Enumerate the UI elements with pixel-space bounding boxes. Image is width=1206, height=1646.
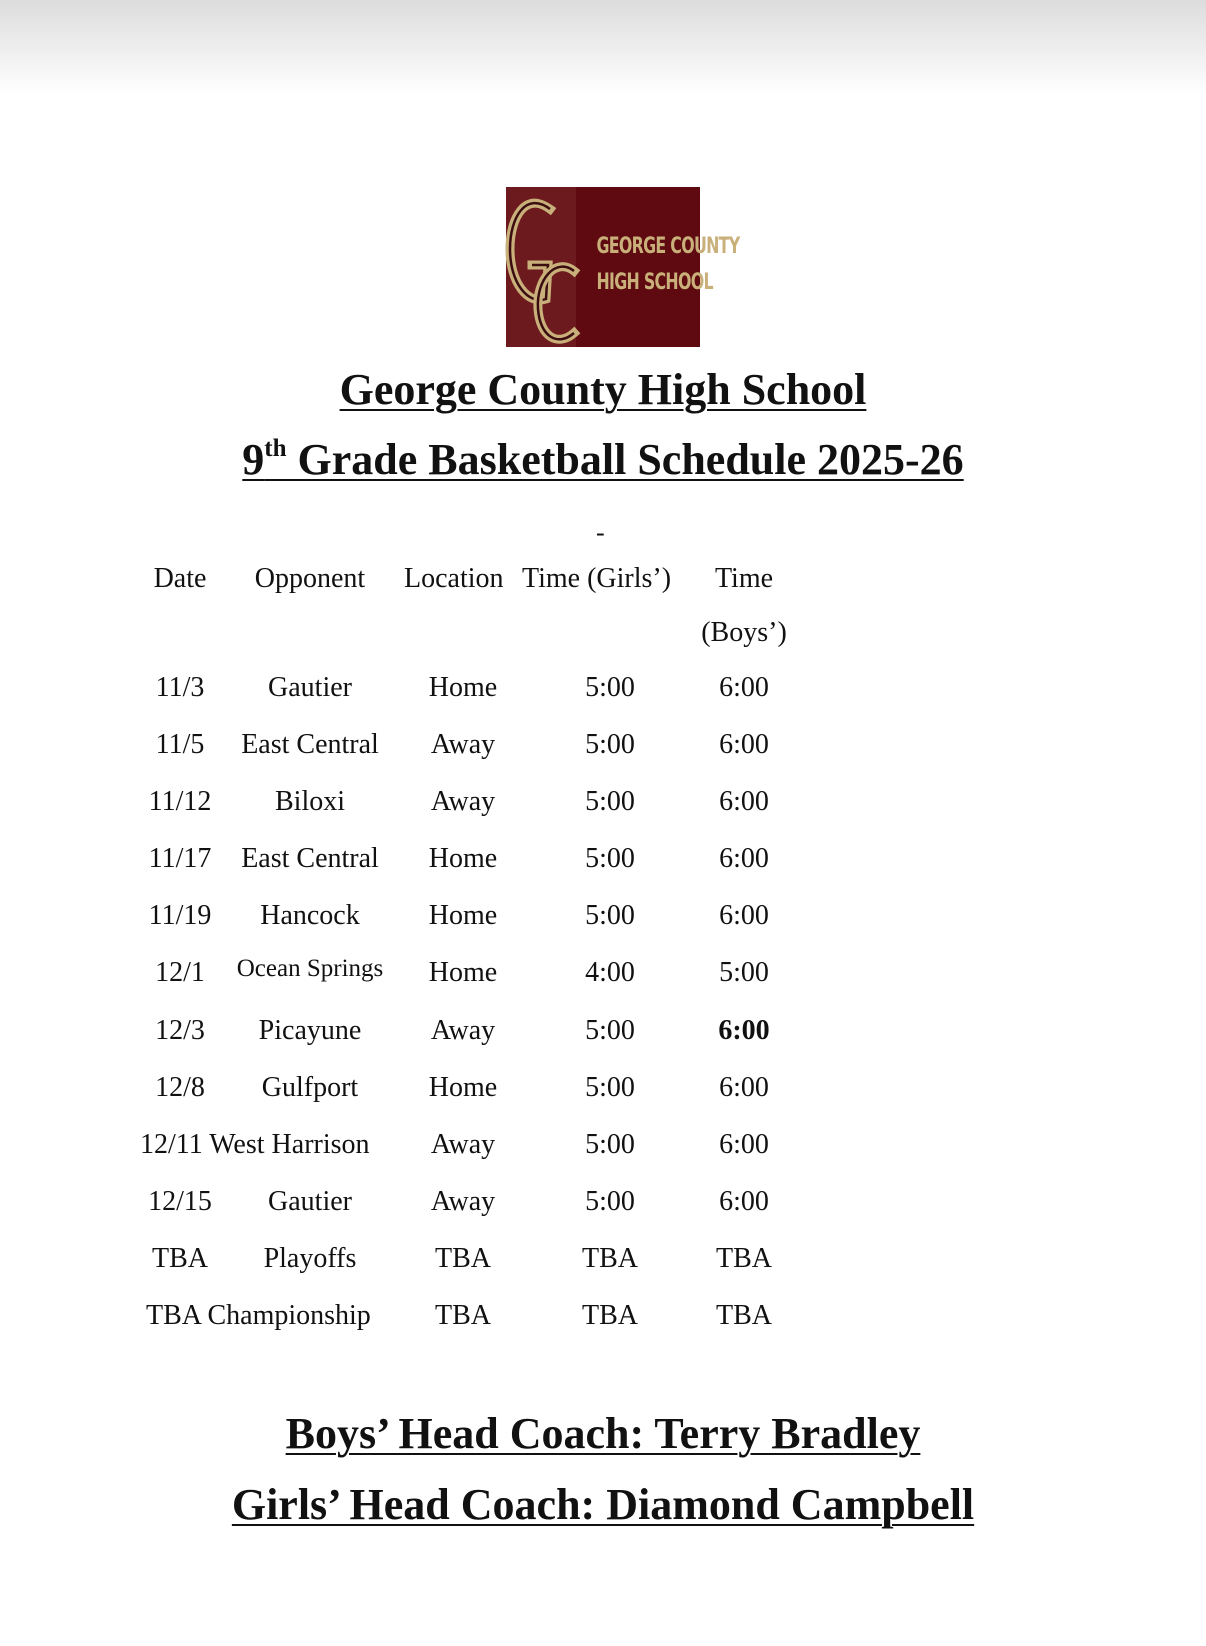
row-location: Home [428,672,498,703]
row-opponent: Ocean Springs [236,955,384,982]
grade-number: 9 [242,435,265,484]
row-opponent: East Central [241,843,379,874]
row-time-boys: 6:00 [718,1015,770,1046]
school-logo [506,187,740,347]
row-opponent: West Harrison [209,1129,370,1160]
row-location: Home [428,957,498,988]
row-time-girls: 5:00 [585,1129,635,1160]
row-location: Home [428,843,498,874]
header-time-boys-sub: (Boys’) [701,617,787,648]
row-time-girls: 5:00 [585,1072,635,1103]
row-time-boys: TBA [716,1243,772,1274]
row-date: 12/8 [155,1072,205,1103]
row-location: Home [428,1072,498,1103]
row-opponent: East Central [241,729,379,760]
grade-suffix: th [264,435,287,462]
row-location: TBA [435,1243,491,1274]
row-time-girls: 5:00 [585,900,635,931]
row-date: TBA [152,1243,208,1274]
header-location: Location [404,563,504,594]
row-location: Away [430,786,496,817]
row-time-boys: 6:00 [719,900,769,931]
logo-line-2: HIGH SCHOOL [596,270,713,295]
row-time-boys: 6:00 [719,729,769,760]
row-time-boys: 5:00 [719,957,769,988]
row-time-girls: 4:00 [585,957,635,988]
gc-monogram-icon [506,187,586,347]
row-time-girls: 5:00 [585,729,635,760]
row-time-girls: 5:00 [585,672,635,703]
row-opponent: Biloxi [274,786,345,817]
row-time-girls: 5:00 [585,786,635,817]
row-time-boys: 6:00 [719,1186,769,1217]
row-date: 11/12 [148,786,212,817]
row-date-opponent [140,1128,410,1162]
row-time-boys: TBA [716,1300,772,1331]
girls-head-coach: Girls’ Head Coach: Diamond Campbell [231,1480,975,1529]
row-time-boys: 6:00 [719,786,769,817]
row-date: 11/19 [148,900,212,931]
row-time-girls: TBA [582,1300,638,1331]
row-location: TBA [435,1300,491,1331]
header-time-girls: Time (Girls’) [522,563,672,594]
row-date: 12/1 [155,957,205,988]
row-time-boys: 6:00 [719,672,769,703]
row-opponent: Championship [207,1300,371,1331]
row-time-boys: 6:00 [719,1129,769,1160]
row-date: TBA [146,1300,201,1331]
row-location: Home [428,900,498,931]
row-date: 11/17 [148,843,212,874]
row-opponent: Gautier [268,672,352,703]
row-date: 11/5 [155,729,205,760]
row-opponent: Gautier [268,1186,352,1217]
row-time-girls: 5:00 [585,843,635,874]
stray-dash: - [596,518,605,547]
logo-line-1: GEORGE COUNTY [596,234,740,259]
row-location: Away [430,1186,496,1217]
row-time-boys: 6:00 [719,1072,769,1103]
row-opponent: Picayune [258,1015,362,1046]
schedule-title [0,432,1206,488]
schedule-title-rest: Grade Basketball Schedule 2025-26 [286,435,964,484]
boys-head-coach: Boys’ Head Coach: Terry Bradley [285,1409,921,1458]
header-time-boys: Time [714,563,774,594]
row-date: 12/3 [155,1015,205,1046]
row-location: Away [430,1015,496,1046]
row-opponent: Playoffs [263,1243,357,1274]
header-opponent: Opponent [254,563,366,594]
row-date: 12/11 [140,1129,203,1160]
row-time-girls: TBA [582,1243,638,1274]
row-date: 12/15 [148,1186,212,1217]
row-time-boys: 6:00 [719,843,769,874]
row-time-girls: 5:00 [585,1015,635,1046]
row-date: 11/3 [155,672,205,703]
school-title: George County High School [339,365,867,414]
row-opponent: Hancock [260,900,360,931]
logo-text [596,229,740,301]
row-location: Away [430,729,496,760]
header-date: Date [153,563,207,594]
row-time-girls: 5:00 [585,1186,635,1217]
row-opponent: Gulfport [261,1072,359,1103]
top-shade [0,0,1206,95]
row-date-opponent [146,1299,416,1333]
row-location: Away [430,1129,496,1160]
